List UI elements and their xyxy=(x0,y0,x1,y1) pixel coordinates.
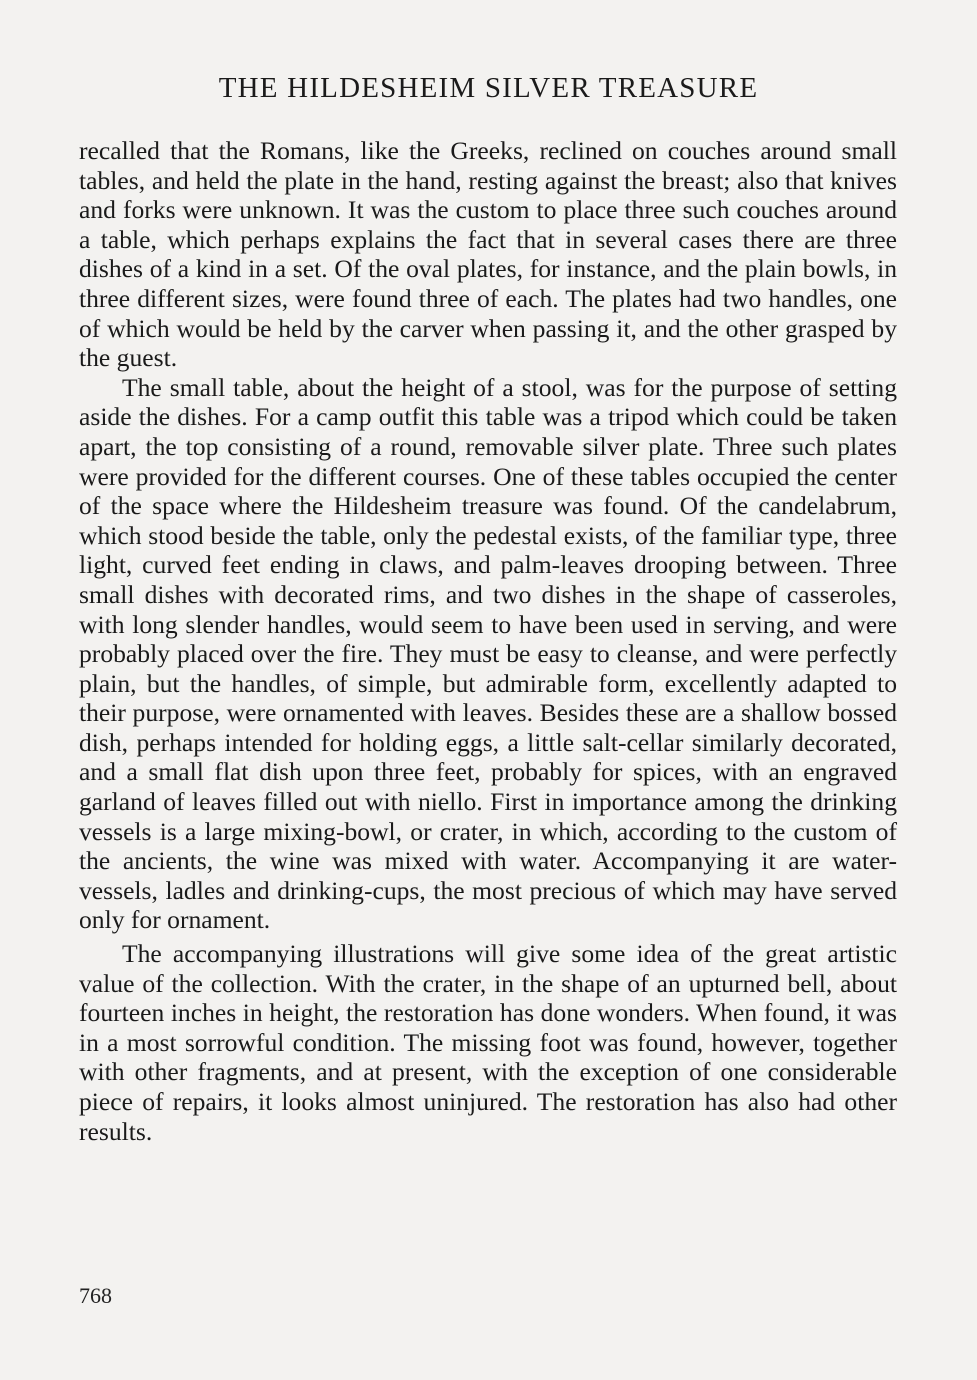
paragraph-2: The small table, about the height of a stool, was for the purpose of setting aside the dishes. For a camp outfit this table was a tripod which could be taken apart, the top consisting of a round, removable silver plate. Three such plates were provided for the different courses. One of these tables occupied the center of the space where the Hildesheim treasure was found. Of the candelabrum, which stood beside the table, only the pedestal exists, of the familiar type, three light, curved feet ending in claws, and palm-leaves drooping between. Three small dishes with decorated rims, and two dishes in the shape of casseroles, with long slender handles, would seem to have been used in serving, and were probably placed over the fire. They must be easy to cleanse, and were perfectly plain, but the handles, of simple, but admirable form, excellently adapted to their purpose, were ornamented with leaves. Besides these are a shallow bossed dish, perhaps intended for holding eggs, a little salt-cellar similarly decorated, and a small flat dish upon three feet, probably for spices, with an engraved garland of leaves filled out with niello. First in importance among the drinking vessels is a large mixing-bowl, or crater, in which, according to the custom of the ancients, the wine was mixed with water. Accompanying it are water-vessels, ladles and drinking-cups, the most precious of which may have served only for ornament. xyxy=(79,372,897,935)
page-number: 768 xyxy=(79,1283,112,1308)
body-text xyxy=(79,136,897,1146)
paragraph-1: recalled that the Romans, like the Greeks, reclined on couches around small tables, and held the plate in the hand, resting against the breast; also that knives and forks were unknown. It was the custom to place three such couches around a table, which perhaps explains the fact that in several cases there are three dishes of a kind in a set. Of the oval plates, for instance, and the plain bowls, in three different sizes, were found three of each. The plates had two handles, one of which would be held by the carver when passing it, and the other grasped by the guest. xyxy=(79,136,897,373)
running-head: THE HILDESHEIM SILVER TREASURE xyxy=(218,72,759,104)
paragraph-3: The accompanying illustrations will give some idea of the great artistic value of the collection. With the crater, in the shape of an upturned bell, about fourteen inches in height, the restoration has done wonders. When found, it was in a most sorrowful condition. The missing foot was found, however, together with other fragments, and at present, with the exception of one considerable piece of repairs, it looks almost uninjured. The restoration has also had other results. xyxy=(79,939,897,1146)
